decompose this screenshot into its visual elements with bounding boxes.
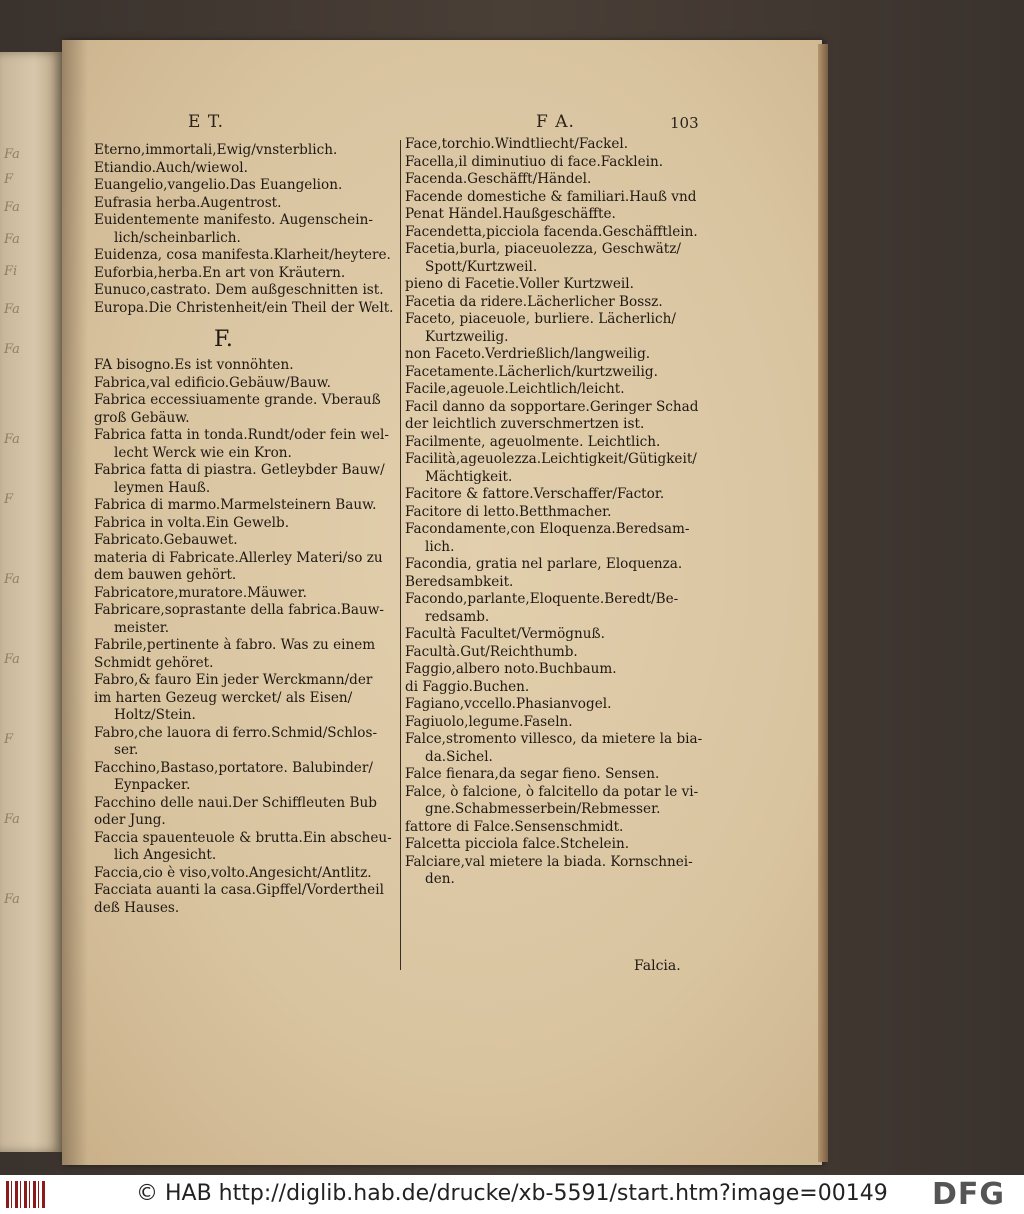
- entry-line: Etiandio.Auch/wiewol.: [94, 159, 248, 176]
- entry-line: gne.Schabmesserbein/Rebmesser.: [425, 801, 661, 817]
- entry-line: Eterno,immortali,Ewig/vnsterblich.: [94, 142, 338, 158]
- right-column: [405, 136, 705, 889]
- entry-line: non Faceto.Verdrießlich/langweilig.: [405, 346, 651, 362]
- entry-line: Fabricatore,muratore.Mäuwer.: [94, 584, 307, 601]
- entry-line: Falciare,val mietere la biada. Kornschnei-: [405, 853, 693, 870]
- entry-line: Fabrica fatta di piastra. Getleybder Bauw/: [94, 462, 385, 478]
- entry-line: lich.: [425, 538, 455, 555]
- entry-line: Facilmente, ageuolmente. Leichtlich.: [405, 433, 661, 450]
- entry-line: Spott/Kurtzweil.: [425, 258, 538, 275]
- entry-line: Facchino delle naui.Der Schiffleuten Bub: [94, 794, 377, 811]
- entry-line: Fabro,che lauora di ferro.Schmid/Schlos-: [94, 724, 378, 741]
- entry-line: lich Angesicht.: [114, 847, 217, 863]
- entry-line: den.: [425, 871, 455, 887]
- entry-line: Facondia, gratia nel parlare, Eloquenza.: [405, 556, 683, 572]
- entry-line: Facitore di letto.Betthmacher.: [405, 503, 612, 520]
- entry-line: Faccia,cio è viso,volto.Angesicht/Antlitz.: [94, 864, 372, 881]
- entry-line: lich/scheinbarlich.: [114, 229, 241, 246]
- entry-line: Fabrile,pertinente à fabro. Was zu einem: [94, 637, 376, 653]
- copyright-link[interactable]: © HAB http://diglib.hab.de/drucke/xb-5591/start.htm?image=00149: [136, 1181, 888, 1206]
- running-head-right: F A.: [536, 112, 575, 132]
- entry-line: Facchino,Bastaso,portatore. Balubinder/: [94, 759, 373, 776]
- entry-line: Euidentemente manifesto. Augenschein-: [94, 212, 373, 228]
- entry-line: Facile,ageuole.Leichtlich/leicht.: [405, 381, 625, 397]
- entry-line: Facilità,ageuolezza.Leichtigkeit/Gütigkeit/: [405, 451, 697, 467]
- entry-line: Fabricare,soprastante della fabrica.Bauw-: [94, 602, 385, 618]
- entry-line: Facil danno da sopportare.Geringer Schad: [405, 398, 699, 415]
- entry-line: Facondo,parlante,Eloquente.Beredt/Be-: [405, 591, 679, 607]
- entry-line: Euangelio,vangelio.Das Euangelion.: [94, 177, 343, 193]
- entry-line: Eunuco,castrato. Dem außgeschnitten ist.: [94, 282, 384, 298]
- entry-line: Facultà Facultet/Vermögnuß.: [405, 626, 605, 642]
- entry-line: Eynpacker.: [114, 777, 191, 793]
- entry-line: Beredsambkeit.: [405, 573, 514, 590]
- entry-line: Facendetta,picciola facenda.Geschäfftlein.: [405, 223, 698, 240]
- page-gutter-shadow: [62, 40, 88, 1165]
- entry-line: Facenda.Geschäfft/Händel.: [405, 171, 592, 187]
- entry-line: Schmidt gehöret.: [94, 654, 214, 671]
- entry-line: pieno di Facetie.Voller Kurtzweil.: [405, 276, 634, 292]
- entry-line: Mächtigkeit.: [425, 468, 513, 485]
- entry-line: di Faggio.Buchen.: [405, 678, 530, 695]
- entry-line: Fabrica eccessiuamente grande. Vberauß: [94, 392, 381, 408]
- entry-line: Facitore & fattore.Verschaffer/Factor.: [405, 486, 665, 502]
- entry-line: Holtz/Stein.: [114, 707, 196, 723]
- entry-line: meister.: [114, 619, 170, 636]
- entry-line: Fabrica fatta in tonda.Rundt/oder fein wel-: [94, 427, 389, 443]
- left-column: [94, 142, 394, 917]
- footer-bar: [0, 1175, 1024, 1214]
- entry-line: da.Sichel.: [425, 748, 493, 765]
- entry-line: Fagiano,vccello.Phasianvogel.: [405, 696, 612, 712]
- entry-line: oder Jung.: [94, 812, 166, 828]
- entry-line: Fabro,& fauro Ein jeder Werckmann/der: [94, 672, 373, 688]
- entry-line: Euidenza, cosa manifesta.Klarheit/heytere.: [94, 247, 391, 263]
- entry-line: leymen Hauß.: [114, 479, 211, 496]
- entry-line: Facetia da ridere.Lächerlicher Bossz.: [405, 293, 663, 310]
- barcode-icon: [6, 1181, 46, 1208]
- entry-line: Falcetta picciola falce.Stchelein.: [405, 836, 630, 852]
- entry-line: Facultà.Gut/Reichthumb.: [405, 643, 578, 660]
- previous-page-edge: Fa F Fa Fa Fi Fa Fa Fa F Fa Fa F Fa Fa: [0, 52, 62, 1152]
- entry-line: Facciata auanti la casa.Gipffel/Vordertheil: [94, 882, 384, 898]
- entry-line: lecht Werck wie ein Kron.: [114, 444, 292, 461]
- entry-line: redsamb.: [425, 608, 490, 625]
- entry-line: Kurtzweilig.: [425, 328, 509, 345]
- page-edge: [818, 44, 828, 1162]
- entry-line: Falce fienara,da segar fieno. Sensen.: [405, 766, 660, 782]
- entry-line: Fabrica di marmo.Marmelsteinern Bauw.: [94, 497, 377, 513]
- entry-line: Europa.Die Christenheit/ein Theil der Welt.: [94, 299, 394, 316]
- entry-line: Facella,il diminutiuo di face.Facklein.: [405, 153, 664, 170]
- entry-line: Euforbia,herba.En art von Kräutern.: [94, 264, 346, 281]
- entry-line: Face,torchio.Windtliecht/Fackel.: [405, 136, 629, 152]
- entry-line: Faccia spauenteuole & brutta.Ein abscheu-: [94, 829, 392, 846]
- entry-line: Facetia,burla, piaceuolezza, Geschwätz/: [405, 241, 681, 257]
- entry-line: Fabrica,val edificio.Gebäuw/Bauw.: [94, 374, 331, 391]
- entry-line: dem bauwen gehört.: [94, 567, 237, 583]
- entry-line: Faceto, piaceuole, burliere. Lächerlich/: [405, 311, 676, 327]
- catchword: Falcia.: [634, 958, 681, 974]
- entry-line: der leichtlich zuverschmertzen ist.: [405, 416, 645, 432]
- entry-line: FA bisogno.Es ist vonnöhten.: [94, 357, 294, 373]
- entry-line: ser.: [114, 742, 139, 758]
- column-rule: [400, 140, 401, 970]
- entry-line: Eufrasia herba.Augentrost.: [94, 194, 282, 211]
- entry-line: groß Gebäuw.: [94, 409, 190, 426]
- entry-line: Faggio,albero noto.Buchbaum.: [405, 661, 617, 677]
- page-number: 103: [670, 114, 699, 132]
- dfg-logo: DFG: [932, 1177, 1006, 1212]
- entry-line: Falce,stromento villesco, da mietere la bia-: [405, 731, 703, 747]
- entry-line: deß Hauses.: [94, 899, 180, 916]
- entry-line: Fabrica in volta.Ein Gewelb.: [94, 514, 290, 531]
- entry-line: Penat Händel.Haußgeschäffte.: [405, 206, 616, 222]
- entry-line: Fagiuolo,legume.Faseln.: [405, 713, 573, 730]
- letter-heading: F.: [214, 327, 233, 352]
- entry-line: im harten Gezeug wercket/ als Eisen/: [94, 689, 353, 706]
- entry-line: Falce, ò falcione, ò falcitello da potar le vi-: [405, 783, 699, 800]
- entry-line: Facondamente,con Eloquenza.Beredsam-: [405, 521, 690, 537]
- entry-line: Facetamente.Lächerlich/kurtzweilig.: [405, 363, 658, 380]
- entry-line: fattore di Falce.Sensenschmidt.: [405, 818, 624, 835]
- entry-line: Fabricato.Gebauwet.: [94, 532, 238, 548]
- entry-line: materia di Fabricate.Allerley Materi/so zu: [94, 549, 383, 566]
- running-head-left: E T.: [188, 112, 225, 132]
- entry-line: Facende domestiche & familiari.Hauß vnd: [405, 188, 697, 205]
